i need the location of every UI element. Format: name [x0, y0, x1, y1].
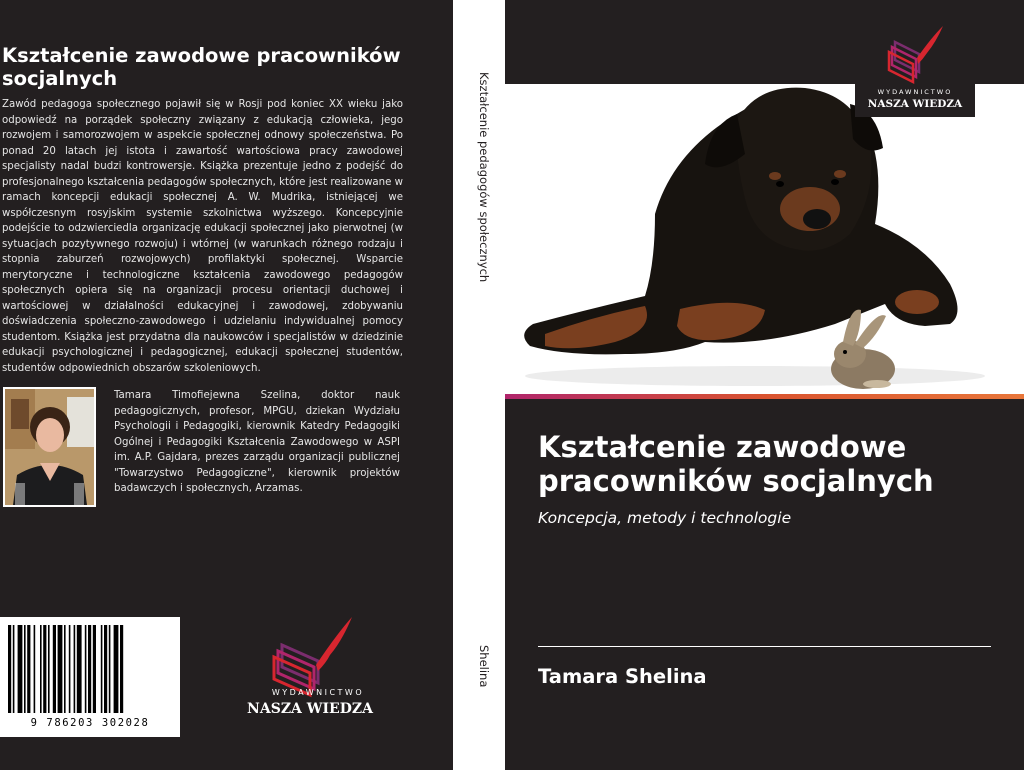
back-cover-title: Kształcenie zawodowe pracowników socjalnych: [2, 44, 401, 90]
publisher-line1: WYDAWNICTWO: [271, 688, 365, 697]
spine-title: Kształcenie pedagogów społecznych: [477, 72, 491, 283]
author-bio: Tamara Timofiejewna Szelina, doktor nauk pedagogicznych, profesor, MPGU, dziekan Wydziału Psychologii i Pedagogiki, kierownik Katedry Pedagogiki Ogólnej i Pedagogiki Kształcenia Zawodowego w ASPI im. A.P. Gajdara, prezes zarządu organizacji publicznej "Towarzystwo Pedagogiczne", kierownik projektów badawczych i społecznych, Arzamas.: [114, 390, 400, 494]
cover-photo: [505, 84, 1024, 394]
author-portrait-image: [5, 389, 94, 505]
spine-author: Shelina: [477, 645, 491, 688]
publisher-line2: NASZA WIEDZA: [867, 98, 963, 110]
isbn-number: 9 786203 302028: [30, 717, 150, 729]
publisher-book-quill-icon: [855, 22, 975, 117]
front-cover-title: Kształcenie zawodowe pracowników socjalnych: [538, 430, 934, 498]
barcode-bars-icon: [0, 617, 180, 715]
publisher-logo-back: [238, 615, 398, 720]
publisher-line2: NASZA WIEDZA: [247, 701, 373, 717]
front-cover-divider: [538, 646, 991, 647]
publisher-book-quill-icon: [238, 615, 398, 720]
publisher-logo-front: [855, 22, 975, 117]
cover-color-strip: [505, 394, 1024, 399]
front-cover-subtitle: Koncepcja, metody i technologie: [538, 509, 792, 527]
barcode: [0, 617, 180, 737]
publisher-line1: WYDAWNICTWO: [877, 88, 953, 96]
author-photo: [3, 387, 96, 507]
rottweiler-and-rabbit-image: [505, 84, 1024, 394]
front-cover-author: Tamara Shelina: [538, 665, 707, 688]
back-cover-description: Zawód pedagoga społecznego pojawił się w Rosji pod koniec XX wieku jako odpowiedź na porządek społeczny związany z edukacją człowieka, jego rozwojem i samorozwojem w aspekcie społecznej odnowy społeczeństwa. Po ponad 20 latach jej istota i zawartość wartościowa pracy zawodowej specjalisty nadal budzi kontrowersje. Książka prezentuje jedno z podejść do profesjonalnego kształcenia pedagogów społecznych, które jest realizowane w ramach koncepcji edukacji społecznej A. W. Mudrika, istniejącej we współczesnym rosyjskim systemie szkolnictwa wyższego. Koncepcyjnie podejście to odzwierciedla organizację edukacji społecznej jako pierwotnej (w sytuacjach pozytywnego rozwoju) i wtórnej (w warunkach różnego rodzaju i stopnia zaburzeń rozwojowych) profilaktyki społecznej. Wsparcie merytoryczne i technologiczne kształcenia zawodowego pedagogów społecznych opiera się na organizacji procesu orientacji duchowej i wartościowej w działalności edukacyjnej i zawodowej, zdobywaniu doświadczenia społeczno-zawodowego i udzielaniu indywidualnej pomocy studentom. Książka jest przydatna dla naukowców i specjalistów w dziedzinie edukacji psychologicznej i pedagogicznej, edukacji społecznej studentów, studentów odpowiednich obszarów szkoleniowych.: [2, 99, 403, 374]
